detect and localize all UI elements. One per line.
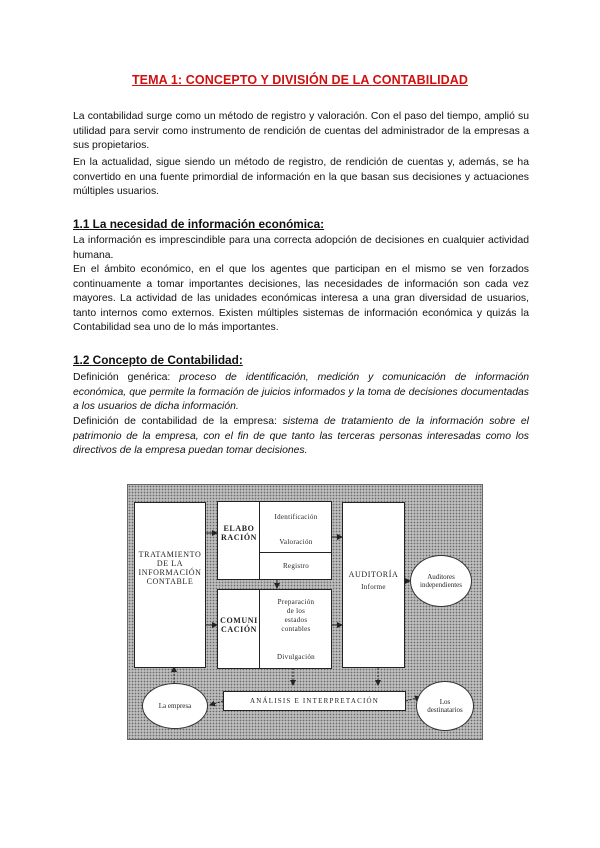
definition-generic (73, 371, 529, 415)
recipients-line-1: Los (439, 698, 451, 706)
preparation-line-2: de los (286, 607, 306, 615)
elaboration-line-1: ELABO (223, 524, 255, 533)
auditors-line-2: independientes (420, 581, 462, 589)
box-treatment (134, 502, 206, 668)
ellipse-independent-auditors (410, 555, 472, 607)
auditors-label (420, 573, 462, 589)
ellipse-company (142, 683, 208, 729)
section-1-paragraph-1: La información es imprescindible para una correcta adopción de decisiones en cualquier actividad humana. (73, 235, 529, 261)
treatment-line-2: DE LA (156, 559, 184, 568)
elaboration-label (220, 524, 258, 542)
preparation-line-4: contables (281, 625, 311, 633)
audit-report: Informe (361, 583, 386, 591)
definition-business (73, 415, 529, 459)
elaboration-divider (259, 502, 260, 579)
elaboration-line-2: RACIÓN (220, 533, 258, 542)
intro-paragraph-1: La contabilidad surge como un método de registro y valoración. Con el paso del tiempo, amplió su utilidad para servir como instrumento de rendición de cuentas del administrador de la empresas a sus propietarios. (73, 111, 529, 151)
communication-label (220, 616, 258, 634)
communication-divider (259, 590, 260, 668)
step-valuation: Valoración (279, 538, 313, 546)
auditors-line-1: Auditores (427, 573, 455, 581)
accounting-process-diagram (127, 484, 483, 740)
definition-business-text: sistema de tratamiento de la información sobre el patrimonio de la empresa, con el fin de que tanto las terceras personas interesadas como los directivos de la empresa puedan tomar decisiones. (73, 416, 529, 456)
box-communication (217, 589, 332, 669)
analysis-label: ANÁLISIS E INTERPRETACIÓN (250, 697, 379, 705)
treatment-line-3: INFORMACIÓN (138, 568, 202, 577)
treatment-line-4: CONTABLE (146, 577, 194, 586)
preparation-line-1: Preparación (277, 598, 315, 606)
section-1-heading: 1.1 La necesidad de información económica: (73, 217, 325, 231)
preparation-line-3: estados (284, 616, 308, 624)
section-2-heading: 1.2 Concepto de Contabilidad: (73, 353, 243, 367)
registro-divider (260, 552, 332, 553)
ellipse-recipients (416, 681, 474, 731)
box-audit (342, 502, 405, 668)
step-identification: Identificación (274, 513, 318, 521)
box-elaboration (217, 501, 332, 580)
communication-line-1: COMUNI (220, 616, 258, 625)
treatment-label (135, 550, 205, 586)
step-registration: Registro (282, 562, 310, 570)
arrow-to-company (210, 701, 223, 705)
intro-paragraph-2: En la actualidad, sigue siendo un método de registro, de rendición de cuentas y, además, se ha convertido en una fuente primordial de información en la que basan sus decisiones y actuaciones múltiples usuarios. (73, 157, 529, 197)
step-disclosure: Divulgación (277, 653, 315, 661)
recipients-line-2: destinatarios (427, 706, 463, 714)
communication-line-2: CACIÓN (220, 625, 258, 634)
audit-label: AUDITORÍA (348, 570, 399, 579)
section-1-paragraph-2: En el ámbito económico, en el que los agentes que participan en el mismo se ven forzados continuamente a tomar importantes decisiones, las necesidades de información son cada vez mayores. La actividad de las unidades económicas interesa a una gran diversidad de usuarios, tanto internos como externos. Existen múltiples sistemas de información económica y quizás la Contabilidad sea uno de lo más importantes. (73, 264, 529, 333)
definition-business-label: Definición de contabilidad de la empresa: (73, 416, 283, 427)
box-analysis (223, 691, 406, 711)
step-preparation (261, 598, 331, 634)
definition-generic-label: Definición genérica: (73, 372, 180, 383)
company-label: La empresa (158, 702, 192, 710)
recipients-label (427, 698, 462, 714)
definition-generic-text: proceso de identificación, medición y comunicación de información económica, que permite la formación de juicios informados y la toma de decisiones documentadas a los usuarios de dicha información. (73, 372, 529, 412)
page-title: TEMA 1: CONCEPTO Y DIVISIÓN DE LA CONTABILIDAD (131, 73, 469, 87)
treatment-line-1: TRATAMIENTO (138, 550, 202, 559)
